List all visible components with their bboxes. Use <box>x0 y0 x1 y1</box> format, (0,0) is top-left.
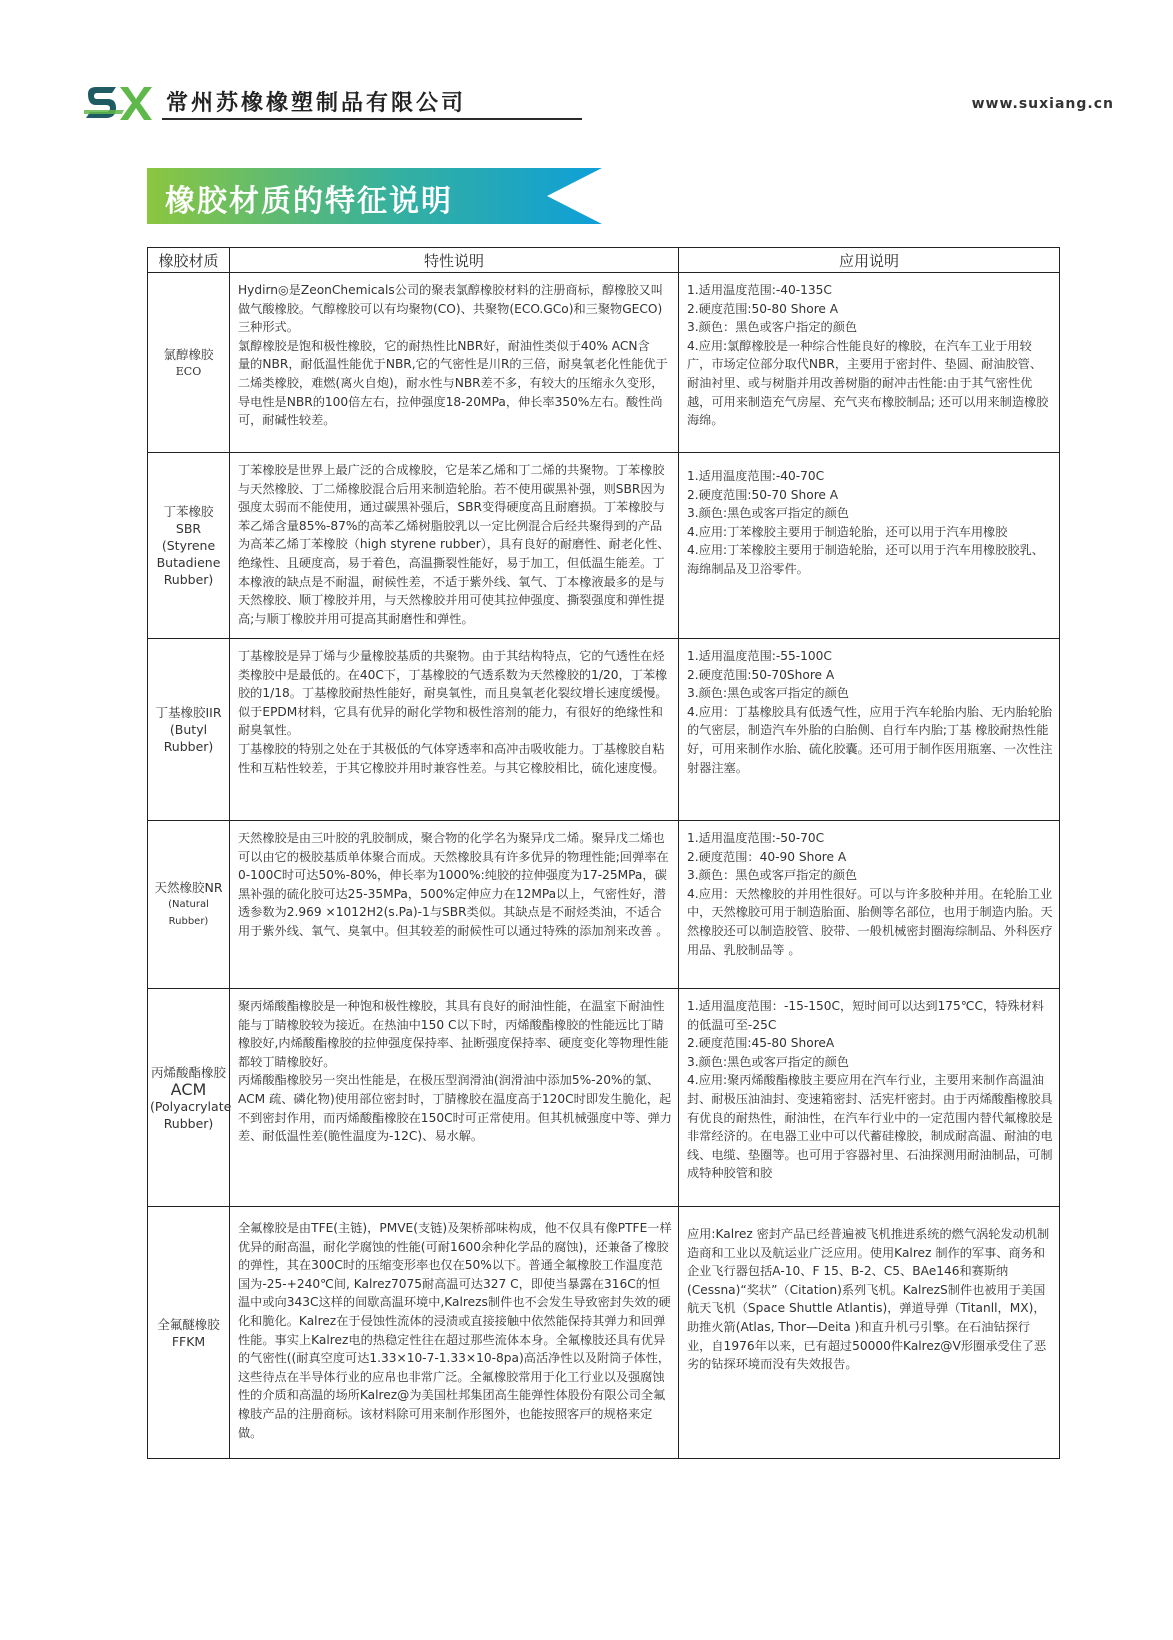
application-text: 1.适用温度范围:-50-70C <box>687 831 825 845</box>
column-header-application: 应用说明 <box>679 248 1060 273</box>
table-row <box>148 273 1060 453</box>
material-cell <box>148 1207 230 1459</box>
table-row <box>148 821 1060 989</box>
properties-cell <box>230 639 679 821</box>
column-header-material: 橡胶材质 <box>148 248 230 273</box>
material-name: 丁基橡胶IIR <box>155 705 222 720</box>
application-text: 1.适用温度范围:-55-100C <box>687 649 832 663</box>
properties-text: 丁基橡胶的特别之处在于其极低的气体穿透率和高冲击吸收能力。丁基橡胶自粘性和互粘性较差，于其它橡胶并用时兼容性差。与其它橡胶相比，硫化速度慢。 <box>238 741 665 775</box>
header-divider <box>162 118 582 120</box>
properties-text: 氯醇橡胶是饱和极性橡胶，它的耐热性比NBR好，耐油性类似于40% ACN含 <box>238 338 650 353</box>
properties-text: 全氟橡胶是由TFE(主链)，PMVE(支链)及架桥部味构成，他不仅具有像PTFE一样优异的耐高温，耐化学腐蚀的性能(可耐1600余种化学品的腐蚀)，还兼备了橡胶的弹性，其在300C时的压缩变形率也仅在50%以下。普通全氟橡胶工作温度范国为-25-+240℃间, Kalrez7075耐高温可达327 C，即使当暴露在316C的恒温中或向343C这样的间歇高温环境中,Kalrezs制件也不会发生导致密封失效的硬化和脆化。Kalrez在于侵蚀性流体的浸渍或直接接触中依然能保持其弹力和回弹性能。事实上Kalrez电的热稳定性往在超过那些流体本身。全氟橡肢还具有优异的气密性((耐真空度可达1.33×10-7-1.33×10-8pa)高活净性以及附筒子体性，这些待点在半导体行业的应帛也非常广泛。全氟橡胶常用于化工行业以及强腐蚀性的介质和高温的场所Kalrez@为美国杜邦集团高生能弹性体股份有限公司全氟橡肢产品的注册商标。该材料除可用来制作形图外，也能按照客戸的规格来定做。 <box>238 1221 672 1440</box>
material-english-name: (Styrene <box>161 538 216 553</box>
material-cell <box>148 639 230 821</box>
application-cell <box>679 639 1060 821</box>
properties-text: 丁苯橡胶是世界上最广泛的合成橡胶，它是苯乙烯和丁二烯的共聚物。丁苯橡胶与天然橡胶、丁二烯橡胶混合后用来制造轮胎。若不使用碳黑补强，则SBR因为强度太弱而不能使用，通过碳黑补强后，SBR变得硬度高且耐磨损。丁苯橡胶与苯乙烯含量85%-87%的高苯乙烯树脂胶乳以一定比例混合后经共聚得到的产品为高苯乙烯丁苯橡胶（high styrene rubber），具有良好的耐磨性、耐老化性、绝缘性、且硬度高，易于着色，高温撕裂性能好，易于加工，但低温生能差。丁本橡液的缺点是不耐温，耐候性差，不适于紫外线、氧气、丁本橡液最多的是与天然橡胶、顺丁橡胶并用，与天然橡胶并用可使其拉伸强度、撕裂强度和弹性提高;与顺丁橡胶并用可提高其耐磨性和弹性。 <box>238 463 670 626</box>
website-url[interactable]: www.suxiang.cn <box>971 96 1114 112</box>
material-english-name: (Natural Rubber) <box>168 899 209 927</box>
material-cell <box>148 453 230 639</box>
application-text: 3.颜色：黑色或客戸指定的颜色 <box>687 868 858 883</box>
table-row <box>148 1207 1060 1459</box>
application-text: 1.适用温度范围:-40-135C <box>687 283 832 297</box>
material-english-name: Rubber) <box>163 572 214 587</box>
application-cell <box>679 989 1060 1207</box>
section-title: 橡胶材质的特征说明 <box>165 184 453 219</box>
application-text: 2.硬度范围:50-70 Shore A <box>687 487 839 502</box>
material-name: 丙烯酸酯橡胶 <box>150 1064 226 1080</box>
application-cell <box>679 821 1060 989</box>
material-name: 丁苯橡胶 SBR <box>163 504 214 536</box>
column-header-properties: 特性说明 <box>230 248 679 273</box>
application-cell <box>679 273 1060 453</box>
application-cell <box>679 453 1060 639</box>
material-code: FFKM <box>171 1333 206 1349</box>
material-name: 天然橡胶NR <box>154 880 223 895</box>
application-text: 2.硬度范围:50-80 Shore A <box>687 301 839 316</box>
rubber-materials-table <box>147 247 1060 1459</box>
application-text: 3.颜色:黑色或客戸指定的颜色 <box>687 686 849 701</box>
application-text: 1.适用温度范围：-15-150C，短时间可以达到175℃C，特殊材料的低温可至-25C <box>687 999 1044 1032</box>
table-row <box>148 989 1060 1207</box>
material-name: 氯醇橡胶 <box>163 346 214 362</box>
material-english-name: Rubber) <box>163 1115 214 1131</box>
application-text: 2.硬度范围：40-90 Shore A <box>687 849 847 864</box>
company-logo-icon <box>84 84 154 124</box>
properties-text: 丙烯酸酯橡胶另一突出性能是，在极压型润滑油(润滑油中添加5%-20%的氯、ACM 疏、磷化物)使用部位密封时，丁腈橡胶在温度高于120C时即发生脆化，起不到密封作用，而丙烯酸酯橡胶在150C时可正常使用。但其机械强度中等、弹力差、耐低温性差(脆性温度为-12C)、易水解。 <box>238 1073 672 1144</box>
application-text: 4.应用:氯醇橡胶是一种综合性能良好的橡胶，在汽车工业于用较广，市场定位部分取代NBR，主要用于密封件、垫圆、耐油胶管、耐油衬里、或与树脂并用改善树脂的耐冲击性能:由于其气密性优越，可用来制造充气房屋、充气夹布橡胶制品; 还可以用来制造橡胶海绵。 <box>687 338 1049 428</box>
application-text: 3.颜色:黑色或客戸指定的颜色 <box>687 506 849 521</box>
section-banner <box>147 168 602 224</box>
properties-cell <box>230 821 679 989</box>
material-english-name: (Polyacrylate <box>150 1098 232 1114</box>
application-text: 4.应用:丁苯橡胶主要用于制造轮胎，还可以用于汽车用橡胶胶乳、海绵制品及卫浴零件。 <box>687 543 1044 576</box>
properties-text: 聚丙烯酸酯橡胶是一种饱和极性橡胶，其具有良好的耐油性能，在温室下耐油性 能与丁睛橡胶较为接近。在热油中150 C以下时，丙烯酸酯橡胶的性能远比丁睛橡胶好,内烯酸酯橡胶的拉伸强度保持率、扯断强度保持率、硬度变化等物理性能都较丁睛橡胶好。 <box>238 999 669 1069</box>
page-header <box>84 80 1114 126</box>
material-english-name: Butadiene <box>156 555 221 570</box>
material-cell <box>148 989 230 1207</box>
company-name: 常州苏橡橡塑制品有限公司 <box>166 90 467 116</box>
material-code: ACM <box>170 1079 207 1099</box>
properties-cell <box>230 453 679 639</box>
application-text: 4.应用：天然橡胶的并用性很好。可以与许多胶种并用。在轮胎工业中，天然橡胶可用于制造胎面、胎侧等名部位，也用于制造内胎。天然橡胶还可以制造胶管、胶带、一般机械密封圈海综制品、外科医疗用品、乳胶制品等 。 <box>687 886 1053 957</box>
application-text: 4.应用：丁基橡胶具有低透气性，应用于汽车轮胎内胎、无内胎轮胎的气密层，制造汽车外胎的白胎侧、自行车内胎;丁基 橡胶耐热性能好，可用来制作水胎、硫化胶囊。还可用于制作医用瓶塞、一次性注射器注塞。 <box>687 704 1053 775</box>
properties-cell <box>230 273 679 453</box>
material-code: ECO <box>175 364 202 378</box>
material-cell <box>148 821 230 989</box>
properties-text: Hydirn◎是ZeonChemicals公司的聚表氯醇橡胶材料的注册商标，醇橡胶又叫做气酸橡胶。气醇橡胶可以有均聚物(CO)、共聚物(ECO.GCo)和三聚物GECO)三种形式。 <box>238 283 663 335</box>
properties-text: 丁基橡胶是异丁烯与少量橡胶基质的共聚物。由于其结构特点，它的气透性在烃类橡胶中是最低的。在40C下，丁基橡胶的气透系数为天然橡胶的1/20，丁苯橡胶的1/18。丁基橡胶耐热性能好，耐臭氧性，而且臭氧老化裂纹增长速度缓慢。似于EPDM材料，它具有优异的耐化学物和极性溶剂的能力，有很好的绝缘性和耐臭氧性。 <box>238 649 668 738</box>
application-text: 3.颜色:黑色或客戸指定的颜色 <box>687 1054 849 1069</box>
table-header-row <box>148 248 1060 273</box>
material-cell <box>148 273 230 453</box>
application-text: 4.应用:丁苯橡胶主要用于制造轮胎，还可以用于汽车用橡胶 <box>687 524 1008 539</box>
table-row <box>148 639 1060 821</box>
application-text: 2.硬度范围:45-80 ShoreA <box>687 1036 835 1051</box>
material-english-name: (Butyl Rubber) <box>163 722 214 754</box>
application-text: 2.硬度范围:50-70Shore A <box>687 667 835 682</box>
properties-text: 天然橡胶是由三叶胶的乳胶制成，聚合物的化学名为聚异戊二烯。聚异戊二烯也可以由它的极胶基质单体聚合而成。天然橡胶具有许多优异的物理性能;回弹率在0-100C时可达50%-80%，伸长率为1000%:纯胶的拉伸强度为17-25MPa，碳黑补强的硫化胶可达25-35MPa，500%定伸应力在12MPa以上，气密性好，潜透参数为2.969 ×1012H2(s.Pa)-1与SBR类似。其缺点是不耐烃类油，不适合用于紫外线、氧气、臭氧中。但其较差的耐候性可以通过特殊的添加剂来改善 。 <box>238 831 669 938</box>
properties-cell <box>230 989 679 1207</box>
application-text: 1.适用温度范围:-40-70C <box>687 469 825 483</box>
application-text: 4.应用:聚丙烯酸酯橡肢主要应用在汽车行业，主要用来制作高温油封、耐极压油油封、变速箱密封、活宪杆密封。由于丙烯酸酯橡胶具有优良的耐热性，耐油性，在汽车行业中的一定范围内替代氟橡胶是非常经济的。在电器工业中可以代蓄硅橡胶，制成耐高温、耐油的电线、电缆、垫圈等。也可用于容器衬里、石油探测用耐油制品，可制成特种胶管和胶 <box>687 1073 1053 1181</box>
application-text: 应用:Kalrez 密封产品已经普遍被飞机推进系统的燃气涡轮发动机制造商和工业以及航运业广泛应用。使用Kalrez 制作的军事、商务和企业飞行器包括A-10、F 15、B-2、C5、BAe146和赛斯纳(Cessna)“奖状”（Citation)系列飞机。KalrezS制件也被用于美国航天飞机（Space Shuttle Atlantis)，弹道导弹（Titanll，MX)，助推火箭(Atlas, Thor—Deita )和直升机弓引擎。在石油钻探行业，自1976年以来，已有超过50000件Kalrez@V形圈承受住了恶劣的钻探环境而没有失效报告。 <box>687 1227 1050 1372</box>
application-text: 3.颜色：黑色或客户指定的颜色 <box>687 320 858 335</box>
application-cell <box>679 1207 1060 1459</box>
table-row <box>148 453 1060 639</box>
properties-cell <box>230 1207 679 1459</box>
material-name: 全氟醚橡胶 <box>157 1316 220 1332</box>
properties-text: 量的NBR，耐低温性能优于NBR,它的气密性是川R的三倍，耐臭氧老化性能优于二烯类橡胶，难燃(离火自炮)，耐水性与NBR差不多，有较大的压缩永久变形，导电性是NBR的100倍左右，拉伸强度18-20MPa，伸长率350%左右。酸性尚可，耐碱性较差。 <box>238 357 668 428</box>
